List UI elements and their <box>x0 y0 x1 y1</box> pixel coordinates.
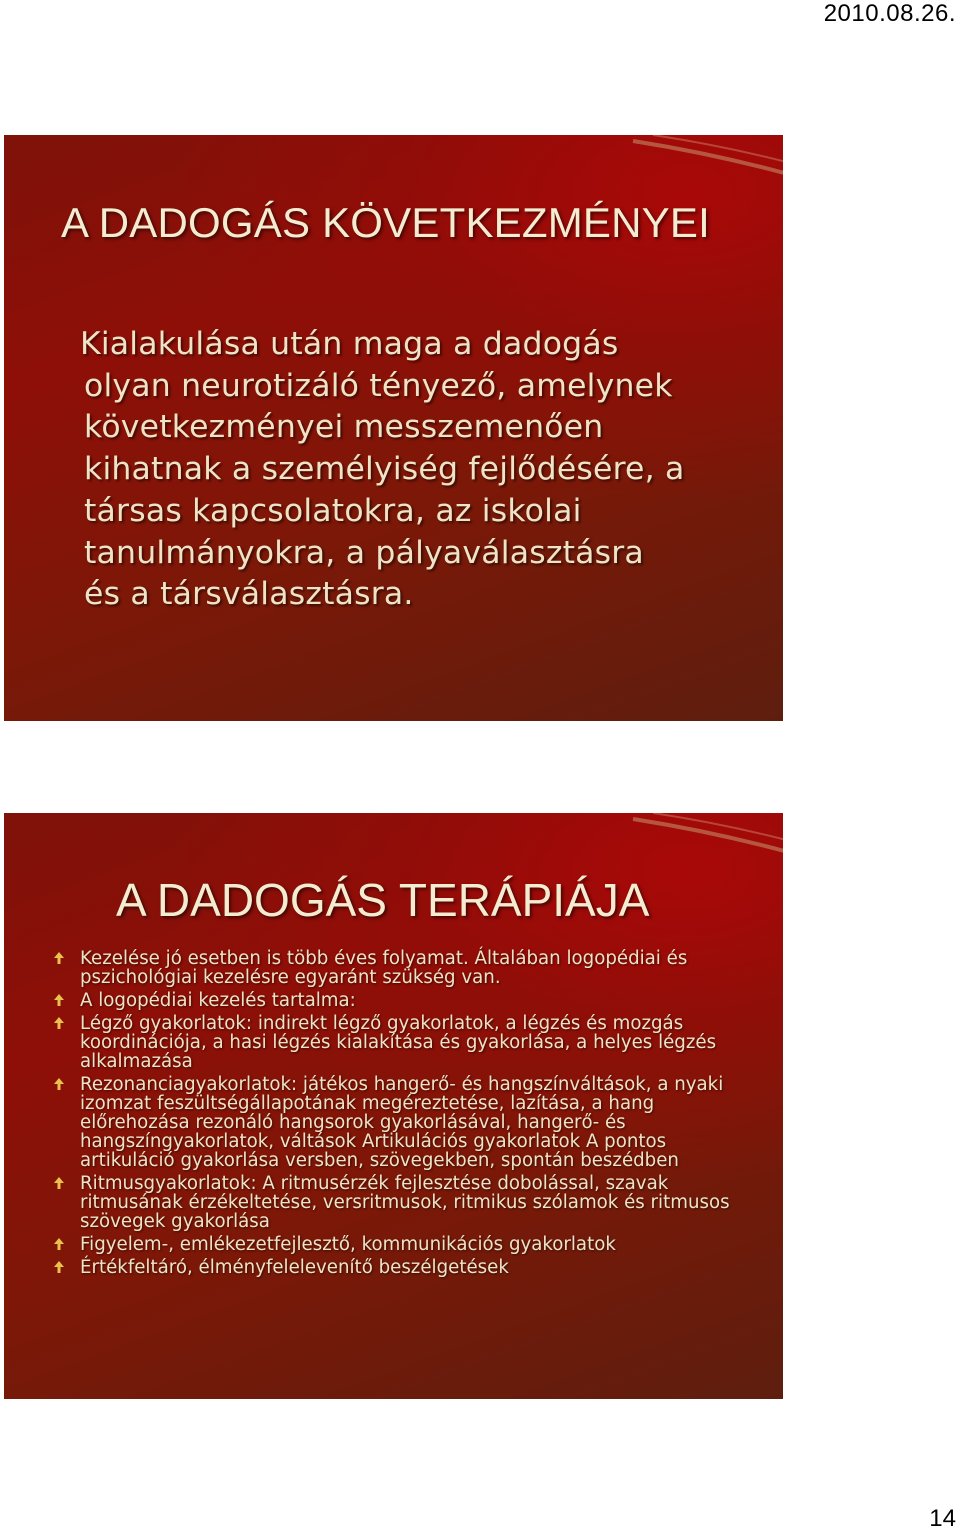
body-line: és a társválasztásra. <box>84 576 414 613</box>
page-number: 14 <box>929 1505 956 1532</box>
list-item-text: Kezelése jó esetben is több éves folyamat. Általában logopédiai és pszichológiai kezelésre egyaránt szükség van. <box>80 948 688 988</box>
list-item <box>54 1075 759 1170</box>
arrow-up-bullet-icon <box>54 1177 64 1189</box>
body-line: társas kapcsolatokra, az iskolai <box>84 492 582 529</box>
arrow-up-bullet-icon <box>54 994 64 1006</box>
slide-consequences <box>4 135 783 721</box>
list-item-text: A logopédiai kezelés tartalma: <box>80 990 356 1011</box>
header-date: 2010.08.26. <box>823 0 956 27</box>
decorative-swoosh <box>613 135 783 193</box>
arrow-up-bullet-icon <box>54 1261 64 1273</box>
body-line: Kialakulása után maga a dadogás <box>80 326 619 362</box>
body-line: olyan neurotizáló tényező, amelynek <box>84 367 673 404</box>
arrow-up-bullet-icon <box>54 952 64 964</box>
slide-title: A DADOGÁS TERÁPIÁJA <box>116 874 650 926</box>
list-item <box>54 949 759 987</box>
slide-body-text <box>80 324 770 616</box>
arrow-up-bullet-icon <box>54 1078 64 1090</box>
body-line: tanulmányokra, a pályaválasztásra <box>84 534 644 571</box>
list-item <box>54 1174 759 1231</box>
body-line: következményei messzemenően <box>84 409 604 446</box>
list-item-text: Értékfeltáró, élményfelelevenítő beszélgetések <box>80 1257 509 1278</box>
list-item-text: Rezonanciagyakorlatok: játékos hangerő- és hangszínváltások, a nyaki izomzat feszültségállapotának megéreztetése, lazítása, a hang előrehozása rezonáló hangsorok gyakorlásával, hangerő- és hangszíngyakorlatok, váltások Artikulációs gyakorlatok A pontos artikuláció gyakorlása versben, szövegekben, spontán beszédben <box>80 1074 724 1171</box>
list-item <box>54 1014 759 1071</box>
arrow-up-bullet-icon <box>54 1238 64 1250</box>
list-item-text: Ritmusgyakorlatok: A ritmusérzék fejlesztése dobolással, szavak ritmusának érzékeltetése, versritmusok, ritmikus szólamok és ritmusos szövegek gyakorlása <box>80 1173 730 1232</box>
list-item-text: Légző gyakorlatok: indirekt légző gyakorlatok, a légzés és mozgás koordinációja, a hasi légzés kialakítása és gyakorlása, a helyes légzés alkalmazása <box>80 1013 717 1072</box>
therapy-bullet-list <box>54 949 759 1281</box>
slide-therapy <box>4 813 783 1399</box>
arrow-up-bullet-icon <box>54 1017 64 1029</box>
list-item <box>54 991 759 1010</box>
slide-title: A DADOGÁS KÖVETKEZMÉNYEI <box>61 199 710 246</box>
body-line: kihatnak a személyiség fejlődésére, a <box>84 451 685 488</box>
list-item <box>54 1258 759 1277</box>
list-item <box>54 1235 759 1254</box>
decorative-swoosh <box>613 813 783 871</box>
list-item-text: Figyelem-, emlékezetfejlesztő, kommunikációs gyakorlatok <box>80 1234 616 1255</box>
